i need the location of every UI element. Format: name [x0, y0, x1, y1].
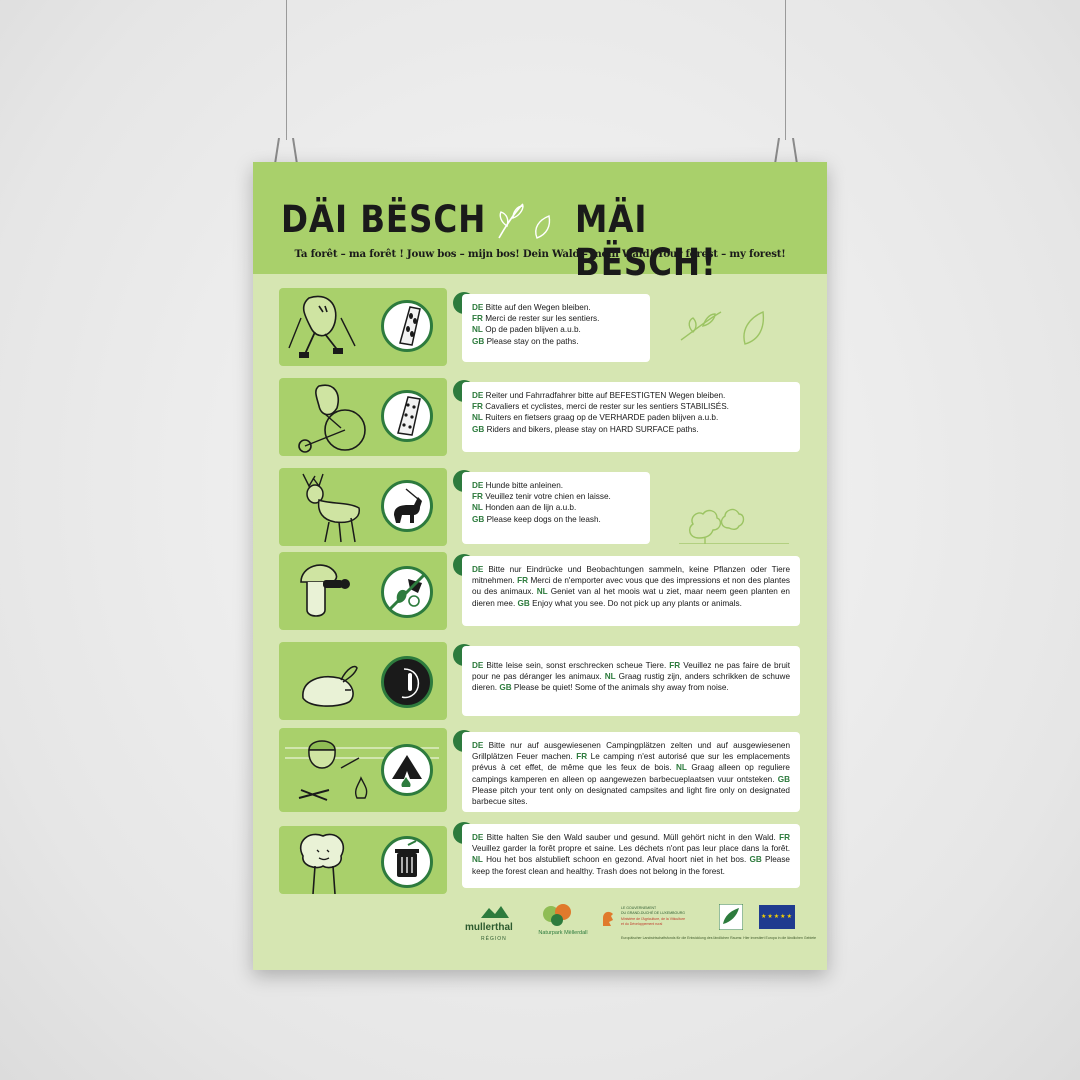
rule-text-paths: DE Bitte auf den Wegen bleiben. FR Merci de rester sur les sentiers. NL Op de paden blijven a.u.b. GB Please stay on the paths.	[462, 294, 650, 362]
leaves-decoration-icon	[671, 300, 791, 350]
hanging-wire-left	[286, 0, 287, 140]
government-logo-line1: LE GOUVERNEMENT	[621, 906, 657, 910]
illustration-acorn-campfire	[279, 728, 447, 812]
poster-title-right: MÄI BËSCH!	[575, 198, 717, 284]
leaves-icon	[493, 198, 557, 244]
no-picking-plants-icon	[381, 566, 433, 618]
trees-decoration-icon	[679, 484, 789, 544]
footprints-path-icon	[381, 300, 433, 352]
illustration-hiking-leaf	[279, 288, 447, 366]
mullerthal-mountain-logo-icon	[481, 904, 509, 918]
illustration-deer	[279, 468, 447, 546]
rule-text-bikers: DE Reiter und Fahrradfahrer bitte auf BEFESTIGTEN Wegen bleiben. FR Cavaliers et cyclistes, merci de rester sur les sentiers STABILISÉS. NL Ruiters en fietsers graag op de VERHARDE paden blijven a.u.b. GB Riders and bikers, please stay on HARD SURFACE paths.	[462, 382, 800, 452]
dog-on-leash-icon	[381, 480, 433, 532]
mullerthal-logo: mullerthal	[465, 922, 513, 933]
leader-logo-icon	[719, 904, 743, 930]
rule-text-dogs: DE Hunde bitte anleinen. FR Veuillez tenir votre chien en laisse. NL Honden aan de lijn a.u.b. GB Please keep dogs on the leash.	[462, 472, 650, 544]
illustration-mushroom-binoculars	[279, 552, 447, 630]
poster-subtitle: Ta forêt – ma forêt ! Jouw bos – mijn bos! Dein Wald – mein Wald! Your forest – my forest!	[294, 248, 786, 260]
illustration-bicycle-leaf	[279, 378, 447, 456]
government-logo-line2: DU GRAND-DUCHÉ DE LUXEMBOURG	[621, 911, 685, 915]
poster	[253, 162, 827, 970]
mullerthal-logo-sub: RÉGION	[481, 936, 507, 942]
government-logo-line4: et du Développement rural	[621, 922, 663, 926]
rule-text-camping: DE Bitte nur auf ausgewiesenen Campingplätzen zelten und auf ausgewiesenen Grillplätzen Feuer machen. FR Le camping n'est autorisé que sur les emplacements prévus à cet effet, de même que les feux de bois. NL Graag alleen op reguliere campings kamperen en alleen op aangewezen barbecueplaatsen vuur ontsteken. GB Please pitch your tent only on designated campsites and light fire only on designated barbecue sites.	[462, 732, 800, 812]
illustration-tree-character	[279, 826, 447, 894]
poster-header	[253, 162, 827, 284]
bicycle-path-icon	[381, 390, 433, 442]
rule-text-quiet: DE Bitte leise sein, sonst erschrecken scheue Tiere. FR Veuillez ne pas faire de bruit pour ne pas déranger les animaux. NL Graag rustig zijn, anders schrikken de schuwe dieren. GB Please be quiet! Some of the animals shy away from noise.	[462, 646, 800, 716]
government-logo-line3: Ministère de l'Agriculture, de la Viticulture	[621, 917, 686, 921]
luxembourg-lion-logo-icon	[599, 908, 617, 928]
eu-fineprint: Europäischer Landwirtschaftsfonds für die Entwicklung des ländlichen Raums: Hier investiert Europa in die ländlichen Gebiete	[621, 936, 817, 940]
trash-bin-icon	[381, 836, 433, 888]
silence-icon	[381, 656, 433, 708]
rule-text-observe: DE Bitte nur Eindrücke und Beobachtungen sammeln, keine Pflanzen oder Tiere mitnehmen. FR Merci de n'emporter avec vous que des impressions et non des plantes ou des animaux. NL Geniet van al het moois wat u ziet, maar neem geen planten en dieren mee. GB Enjoy what you see. Do not pick up any plants or animals.	[462, 556, 800, 626]
illustration-rabbit	[279, 642, 447, 720]
rule-text-clean: DE Bitte halten Sie den Wald sauber und gesund. Müll gehört nicht in den Wald. FR Veuillez garder la forêt propre et saine. Les déchets n'ont pas leur place dans la forêt. NL Hou het bos alstublieft schoon en gezond. Afval hoort niet in het bos. GB Please keep the forest clean and healthy. Trash does not belong in the forest.	[462, 824, 800, 888]
poster-title-left: DÄI BËSCH	[281, 198, 487, 241]
tent-campfire-icon	[381, 744, 433, 796]
hanging-wire-right	[785, 0, 786, 140]
naturpark-logo: Naturpark Mëllerdall	[538, 930, 588, 936]
eu-flag-icon: ★★★★★	[759, 905, 795, 929]
naturpark-logo-icon	[541, 902, 577, 926]
